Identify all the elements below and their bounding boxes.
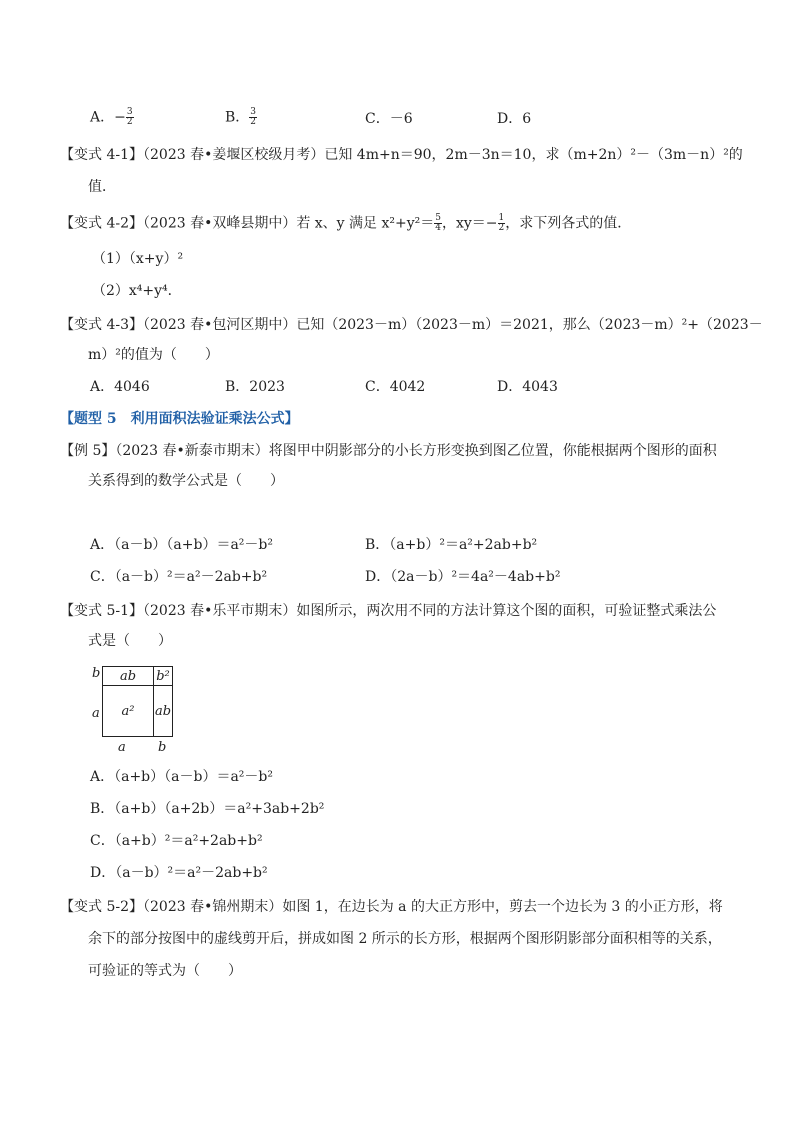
variant-4-1-line1: 【变式 4-1】（2023 春•姜堰区校级月考）已知 4m+n＝90，2m－3n＝10，求（m+2n）²－（3m－n）²的 bbox=[60, 147, 743, 163]
fraction: $\frac{3}{2}$ bbox=[250, 107, 257, 127]
variant-4-2-line1: 【变式 4-2】（2023 春•双峰县期中）若 x、y 满足 x²+y²＝ $\frac{5}{4}$ ，xy＝− $\frac{1}{2}$ ，求下列各式的值． bbox=[60, 213, 632, 233]
bottom-label-a: a bbox=[118, 740, 126, 755]
example-5-option-b: B．（a+b）²＝a²+2ab+b² bbox=[365, 537, 538, 553]
variant-4-2-sub1: （1）（x+y）² bbox=[92, 251, 184, 267]
variant-5-1-option-b: B．（a+b）（a+2b）＝a²+3ab+2b² bbox=[90, 801, 325, 817]
variant-5-2-line3: 可验证的等式为（ ） bbox=[88, 963, 242, 979]
variant-5-1-line1: 【变式 5-1】（2023 春•乐平市期末）如图所示，两次用不同的方法计算这个图的面积，可验证整式乘法公 bbox=[60, 603, 717, 619]
variant-5-1-option-c: C．（a+b）²＝a²+2ab+b² bbox=[90, 833, 263, 849]
fraction: $\frac{5}{4}$ bbox=[435, 213, 441, 233]
variant-4-2-sub2: （2）x⁴+y⁴． bbox=[92, 283, 182, 299]
variant-4-3-option-a: A．4046 bbox=[90, 379, 150, 395]
fraction: $\frac{1}{2}$ bbox=[498, 213, 505, 233]
variant-5-1-line2: 式是（ ） bbox=[88, 633, 172, 649]
cell-b-squared: b² bbox=[153, 666, 173, 686]
variant-4-1-line2: 值． bbox=[88, 179, 116, 195]
example-5-option-c: C．（a－b）²＝a²－2ab+b² bbox=[90, 569, 268, 585]
cell-ab-right: ab bbox=[153, 685, 173, 737]
bottom-label-b: b bbox=[158, 740, 167, 755]
variant-4-3-option-d: D．4043 bbox=[497, 379, 558, 395]
variant-4-3-line2: m）²的值为（ ） bbox=[88, 347, 219, 363]
variant-4-3-line1: 【变式 4-3】（2023 春•包河区期中）已知（2023－m）（2023－m）＝2021，那么（2023－m）²+（2023－ bbox=[60, 317, 763, 333]
variant-4-3-option-c: C．4042 bbox=[365, 379, 426, 395]
variant-5-1-option-a: A．（a+b）（a－b）＝a²－b² bbox=[90, 769, 273, 785]
fraction: $\frac{3}{2}$ bbox=[126, 107, 133, 127]
q4-option-a: A．− $\frac{3}{2}$ bbox=[90, 107, 133, 127]
q4-option-c: C．－6 bbox=[365, 111, 413, 127]
example-5-option-a: A．（a－b）（a+b）＝a²－b² bbox=[90, 537, 273, 553]
side-label-b: b bbox=[92, 666, 101, 681]
cell-a-squared: a² bbox=[102, 685, 154, 737]
example-5-line1: 【例 5】（2023 春•新泰市期末）将图甲中阴影部分的小长方形变换到图乙位置，你能根据两个图形的面积 bbox=[60, 443, 717, 459]
cell-ab-top: ab bbox=[102, 666, 154, 686]
variant-5-1-option-d: D．（a－b）²＝a²－2ab+b² bbox=[90, 865, 268, 881]
q4-option-d: D．6 bbox=[497, 111, 532, 127]
variant-4-3-option-b: B．2023 bbox=[225, 379, 285, 395]
area-diagram bbox=[88, 666, 178, 756]
side-label-a: a bbox=[92, 706, 100, 721]
q4-option-b: B． $\frac{3}{2}$ bbox=[225, 107, 257, 127]
example-5-option-d: D．（2a－b）²＝4a²－4ab+b² bbox=[365, 569, 561, 585]
variant-5-2-line1: 【变式 5-2】（2023 春•锦州期末）如图 1，在边长为 a 的大正方形中，剪去一个边长为 3 的小正方形，将 bbox=[60, 899, 723, 915]
variant-5-2-line2: 余下的部分按图中的虚线剪开后，拼成如图 2 所示的长方形，根据两个图形阴影部分面积相等的关系， bbox=[88, 931, 722, 947]
example-5-line2: 关系得到的数学公式是（ ） bbox=[88, 473, 284, 489]
topic-5-heading: 【题型 5 利用面积法验证乘法公式】 bbox=[60, 411, 299, 427]
